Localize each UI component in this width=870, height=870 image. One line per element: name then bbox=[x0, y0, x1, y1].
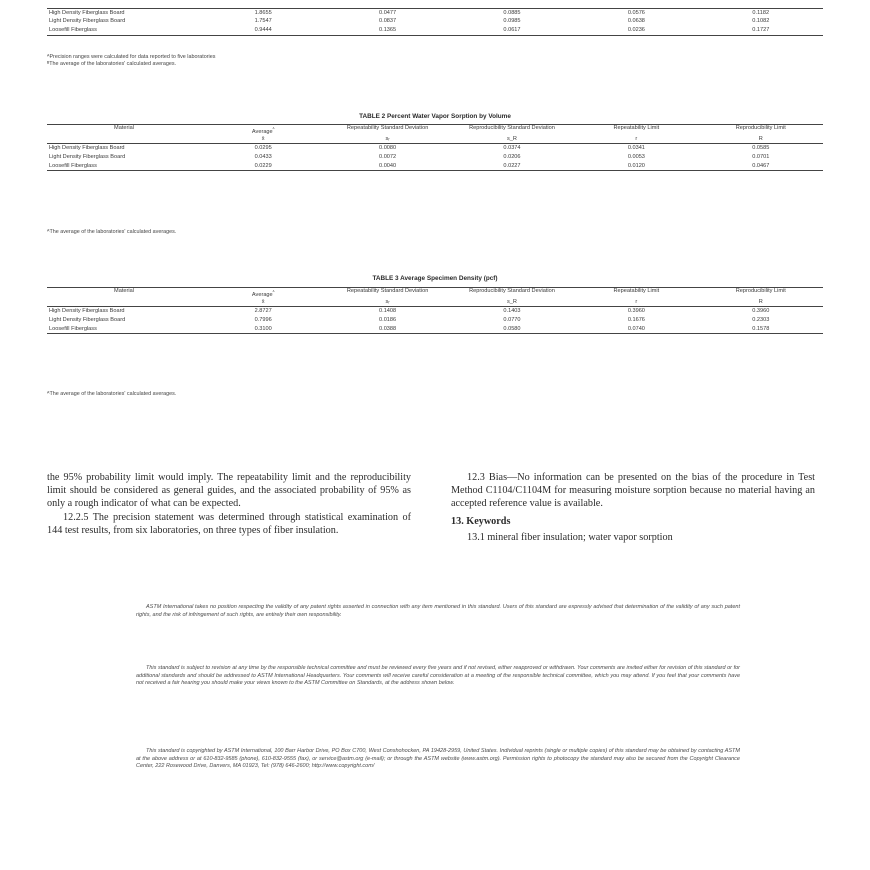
value-cell: 0.0433 bbox=[254, 153, 272, 160]
footnote: ᴮThe average of the laboratories' calculated averages. bbox=[47, 61, 177, 67]
column-header: Reproducibility Limit bbox=[735, 125, 786, 131]
material-cell: Light Density Fiberglass Board bbox=[49, 316, 126, 323]
material-cell: Light Density Fiberglass Board bbox=[49, 153, 126, 160]
section-heading: 13. Keywords bbox=[451, 515, 511, 527]
notice-text: This standard is copyrighted by ASTM International, 100 Barr Harbor Drive, PO Box C700, West Conshohocken, PA 19428-2959, United States. Individual reprints (single or multiple copies) of this standard may be obtained by contacting ASTM at the above address or at 610-832-9585 (phone), 610-832-9555 (fax), or service@astm.org (e-mail); or through the ASTM website (www.astm.org). Permission rights to photocopy the standard may also be secured from the Copyright Clearance Center, 222 Rosewood Drive, Danvers, MA 01923, Tel: (978) 646-2600; http://www.copyright.com/ bbox=[136, 748, 740, 770]
symbol-cell: x̄ bbox=[201, 299, 325, 307]
table-row bbox=[47, 153, 823, 162]
symbol-cell: r bbox=[574, 299, 698, 307]
symbol-cell: x̄ bbox=[201, 136, 325, 144]
symbol-cell: R bbox=[699, 299, 823, 307]
symbol-cell: r bbox=[574, 136, 698, 144]
table-header-row bbox=[47, 288, 823, 300]
value-cell: 0.9444 bbox=[254, 27, 272, 34]
value-cell: 0.0985 bbox=[503, 18, 521, 25]
table-row bbox=[47, 325, 823, 334]
value-cell: 0.0617 bbox=[503, 27, 521, 34]
value-cell: 0.0740 bbox=[627, 325, 645, 332]
value-cell: 0.0701 bbox=[752, 153, 770, 160]
symbol-cell: s_R bbox=[450, 136, 574, 144]
table-3-grid bbox=[47, 287, 823, 334]
value-cell: 0.7996 bbox=[254, 316, 272, 323]
value-cell: 0.0120 bbox=[627, 162, 645, 169]
table-3-title: TABLE 3 Average Specimen Density (pcf) bbox=[372, 275, 498, 282]
value-cell: 2.8727 bbox=[254, 308, 272, 315]
copyright-notice bbox=[136, 748, 740, 771]
table-row bbox=[47, 26, 823, 35]
value-cell: 0.2303 bbox=[752, 316, 770, 323]
value-cell: 0.0295 bbox=[254, 145, 272, 152]
table-2-title: TABLE 2 Percent Water Vapor Sorption by Volume bbox=[359, 113, 511, 120]
material-cell: Loosefill Fiberglass bbox=[49, 162, 97, 169]
value-cell: 1.8655 bbox=[254, 9, 272, 16]
column-header: Repeatability Standard Deviation bbox=[346, 288, 429, 294]
value-cell: 0.0374 bbox=[503, 145, 521, 152]
symbol-cell: sᵣ bbox=[325, 299, 449, 307]
value-cell: 0.3960 bbox=[627, 308, 645, 315]
table-row bbox=[47, 307, 823, 316]
column-header: Average$^ᴬ$ bbox=[251, 126, 275, 135]
footnote: ᴬPrecision ranges were calculated for data reported to five laboratories bbox=[47, 54, 216, 60]
column-header: Reproducibility Limit bbox=[735, 288, 786, 294]
table-row bbox=[47, 144, 823, 153]
paragraph: 12.2.5 The precision statement was determined through statistical examination of 144 test results, from six laboratories, on three types of fiber insulation. bbox=[47, 511, 411, 536]
table-symbol-row bbox=[47, 299, 823, 307]
value-cell: 0.1578 bbox=[752, 325, 770, 332]
table-symbol-row bbox=[47, 136, 823, 144]
paragraph: 13.1 mineral fiber insulation; water vapor sorption bbox=[467, 531, 673, 543]
value-cell: 0.0885 bbox=[503, 9, 521, 16]
value-cell: 0.0229 bbox=[254, 162, 272, 169]
table-3 bbox=[47, 287, 823, 334]
revision-notice bbox=[136, 665, 740, 688]
value-cell: 0.0770 bbox=[503, 316, 521, 323]
column-header: Repeatability Standard Deviation bbox=[346, 125, 429, 131]
value-cell: 0.3100 bbox=[254, 325, 272, 332]
column-header: Repeatability Limit bbox=[613, 288, 660, 294]
value-cell: 0.1676 bbox=[627, 316, 645, 323]
table-3-footnote: ᴬThe average of the laboratories' calculated averages. bbox=[47, 391, 177, 397]
value-cell: 0.0638 bbox=[627, 18, 645, 25]
symbol-cell: sᵣ bbox=[325, 136, 449, 144]
table-2-grid bbox=[47, 124, 823, 171]
column-header: Reproducibility Standard Deviation bbox=[469, 125, 555, 131]
column-header: Repeatability Limit bbox=[613, 125, 660, 131]
table-1 bbox=[47, 0, 823, 36]
value-cell: 0.0206 bbox=[503, 153, 521, 160]
column-header: Material bbox=[114, 125, 134, 131]
value-cell: 0.0585 bbox=[752, 145, 770, 152]
table-1-symbol-row bbox=[47, 0, 823, 8]
body-left-column bbox=[47, 471, 411, 537]
notice-text: ASTM International takes no position respecting the validity of any patent rights asserted in connection with any item mentioned in this standard. Users of this standard are expressly advised that determination of the validity of any such patent rights, and the risk of infringement of such rights, are entirely their own responsibility. bbox=[136, 604, 740, 618]
table-row bbox=[47, 162, 823, 171]
value-cell: 0.0072 bbox=[379, 153, 397, 160]
column-header: Average$^ᴬ$ bbox=[251, 289, 275, 298]
material-cell: High Density Fiberglass Board bbox=[49, 308, 125, 315]
table-row bbox=[47, 316, 823, 325]
symbol-cell bbox=[47, 299, 201, 307]
value-cell: 0.1727 bbox=[752, 27, 770, 34]
value-cell: 0.1082 bbox=[752, 18, 770, 25]
value-cell: 0.0053 bbox=[627, 153, 645, 160]
column-header: Reproducibility Standard Deviation bbox=[469, 288, 555, 294]
value-cell: 0.0580 bbox=[503, 325, 521, 332]
body-right-column bbox=[451, 471, 815, 544]
value-cell: 0.0227 bbox=[503, 162, 521, 169]
value-cell: 0.0388 bbox=[379, 325, 397, 332]
material-cell: High Density Fiberglass Board bbox=[49, 145, 125, 152]
value-cell: 0.0236 bbox=[627, 27, 645, 34]
paragraph: the 95% probability limit would imply. The repeatability limit and the reproducibility limit should be considered as general guides, and the associated probability of 95% as only a rough indicator of what can be expected. bbox=[47, 472, 411, 510]
table-1-footnotes bbox=[47, 54, 215, 68]
value-cell: 0.1408 bbox=[379, 308, 397, 315]
value-cell: 1.7547 bbox=[254, 18, 272, 25]
material-cell: Light Density Fiberglass Board bbox=[49, 18, 126, 25]
notice-text: This standard is subject to revision at any time by the responsible technical committee and must be reviewed every five years and if not revised, either reapproved or withdrawn. Your comments are invited either for revision of this standard or for additional standards and should be addressed to ASTM International Headquarters. Your comments will receive careful consideration at a meeting of the responsible technical committee, which you may attend. If you feel that your comments have not received a fair hearing you should make your views known to the ASTM Committee on Standards, at the address shown below. bbox=[136, 665, 740, 687]
symbol-cell bbox=[47, 136, 201, 144]
material-cell: High Density Fiberglass Board bbox=[49, 9, 125, 16]
material-cell: Loosefill Fiberglass bbox=[49, 325, 97, 332]
table-1-grid bbox=[47, 0, 823, 36]
value-cell: 0.0467 bbox=[752, 162, 770, 169]
symbol-cell: s_R bbox=[450, 299, 574, 307]
table-2-footnote: ᴬThe average of the laboratories' calculated averages. bbox=[47, 229, 177, 235]
value-cell: 0.3960 bbox=[752, 308, 770, 315]
patent-notice bbox=[136, 604, 740, 619]
value-cell: 0.0341 bbox=[627, 145, 645, 152]
value-cell: 0.1365 bbox=[379, 27, 397, 34]
symbol-cell: R bbox=[699, 136, 823, 144]
table-row bbox=[47, 17, 823, 26]
value-cell: 0.0186 bbox=[379, 316, 397, 323]
value-cell: 0.0837 bbox=[379, 18, 397, 25]
material-cell: Loosefill Fiberglass bbox=[49, 27, 97, 34]
value-cell: 0.0040 bbox=[379, 162, 397, 169]
value-cell: 0.0080 bbox=[379, 145, 397, 152]
table-header-row bbox=[47, 125, 823, 137]
value-cell: 0.0477 bbox=[379, 9, 397, 16]
paragraph: 12.3 Bias—No information can be presented on the bias of the procedure in Test Method C1104/C1104M for measuring moisture sorption because no material having an accepted reference value is available. bbox=[451, 472, 815, 510]
value-cell: 0.1182 bbox=[752, 9, 770, 16]
table-row bbox=[47, 8, 823, 17]
value-cell: 0.1403 bbox=[503, 308, 521, 315]
column-header: Material bbox=[114, 288, 134, 294]
value-cell: 0.0576 bbox=[627, 9, 645, 16]
table-2 bbox=[47, 124, 823, 171]
